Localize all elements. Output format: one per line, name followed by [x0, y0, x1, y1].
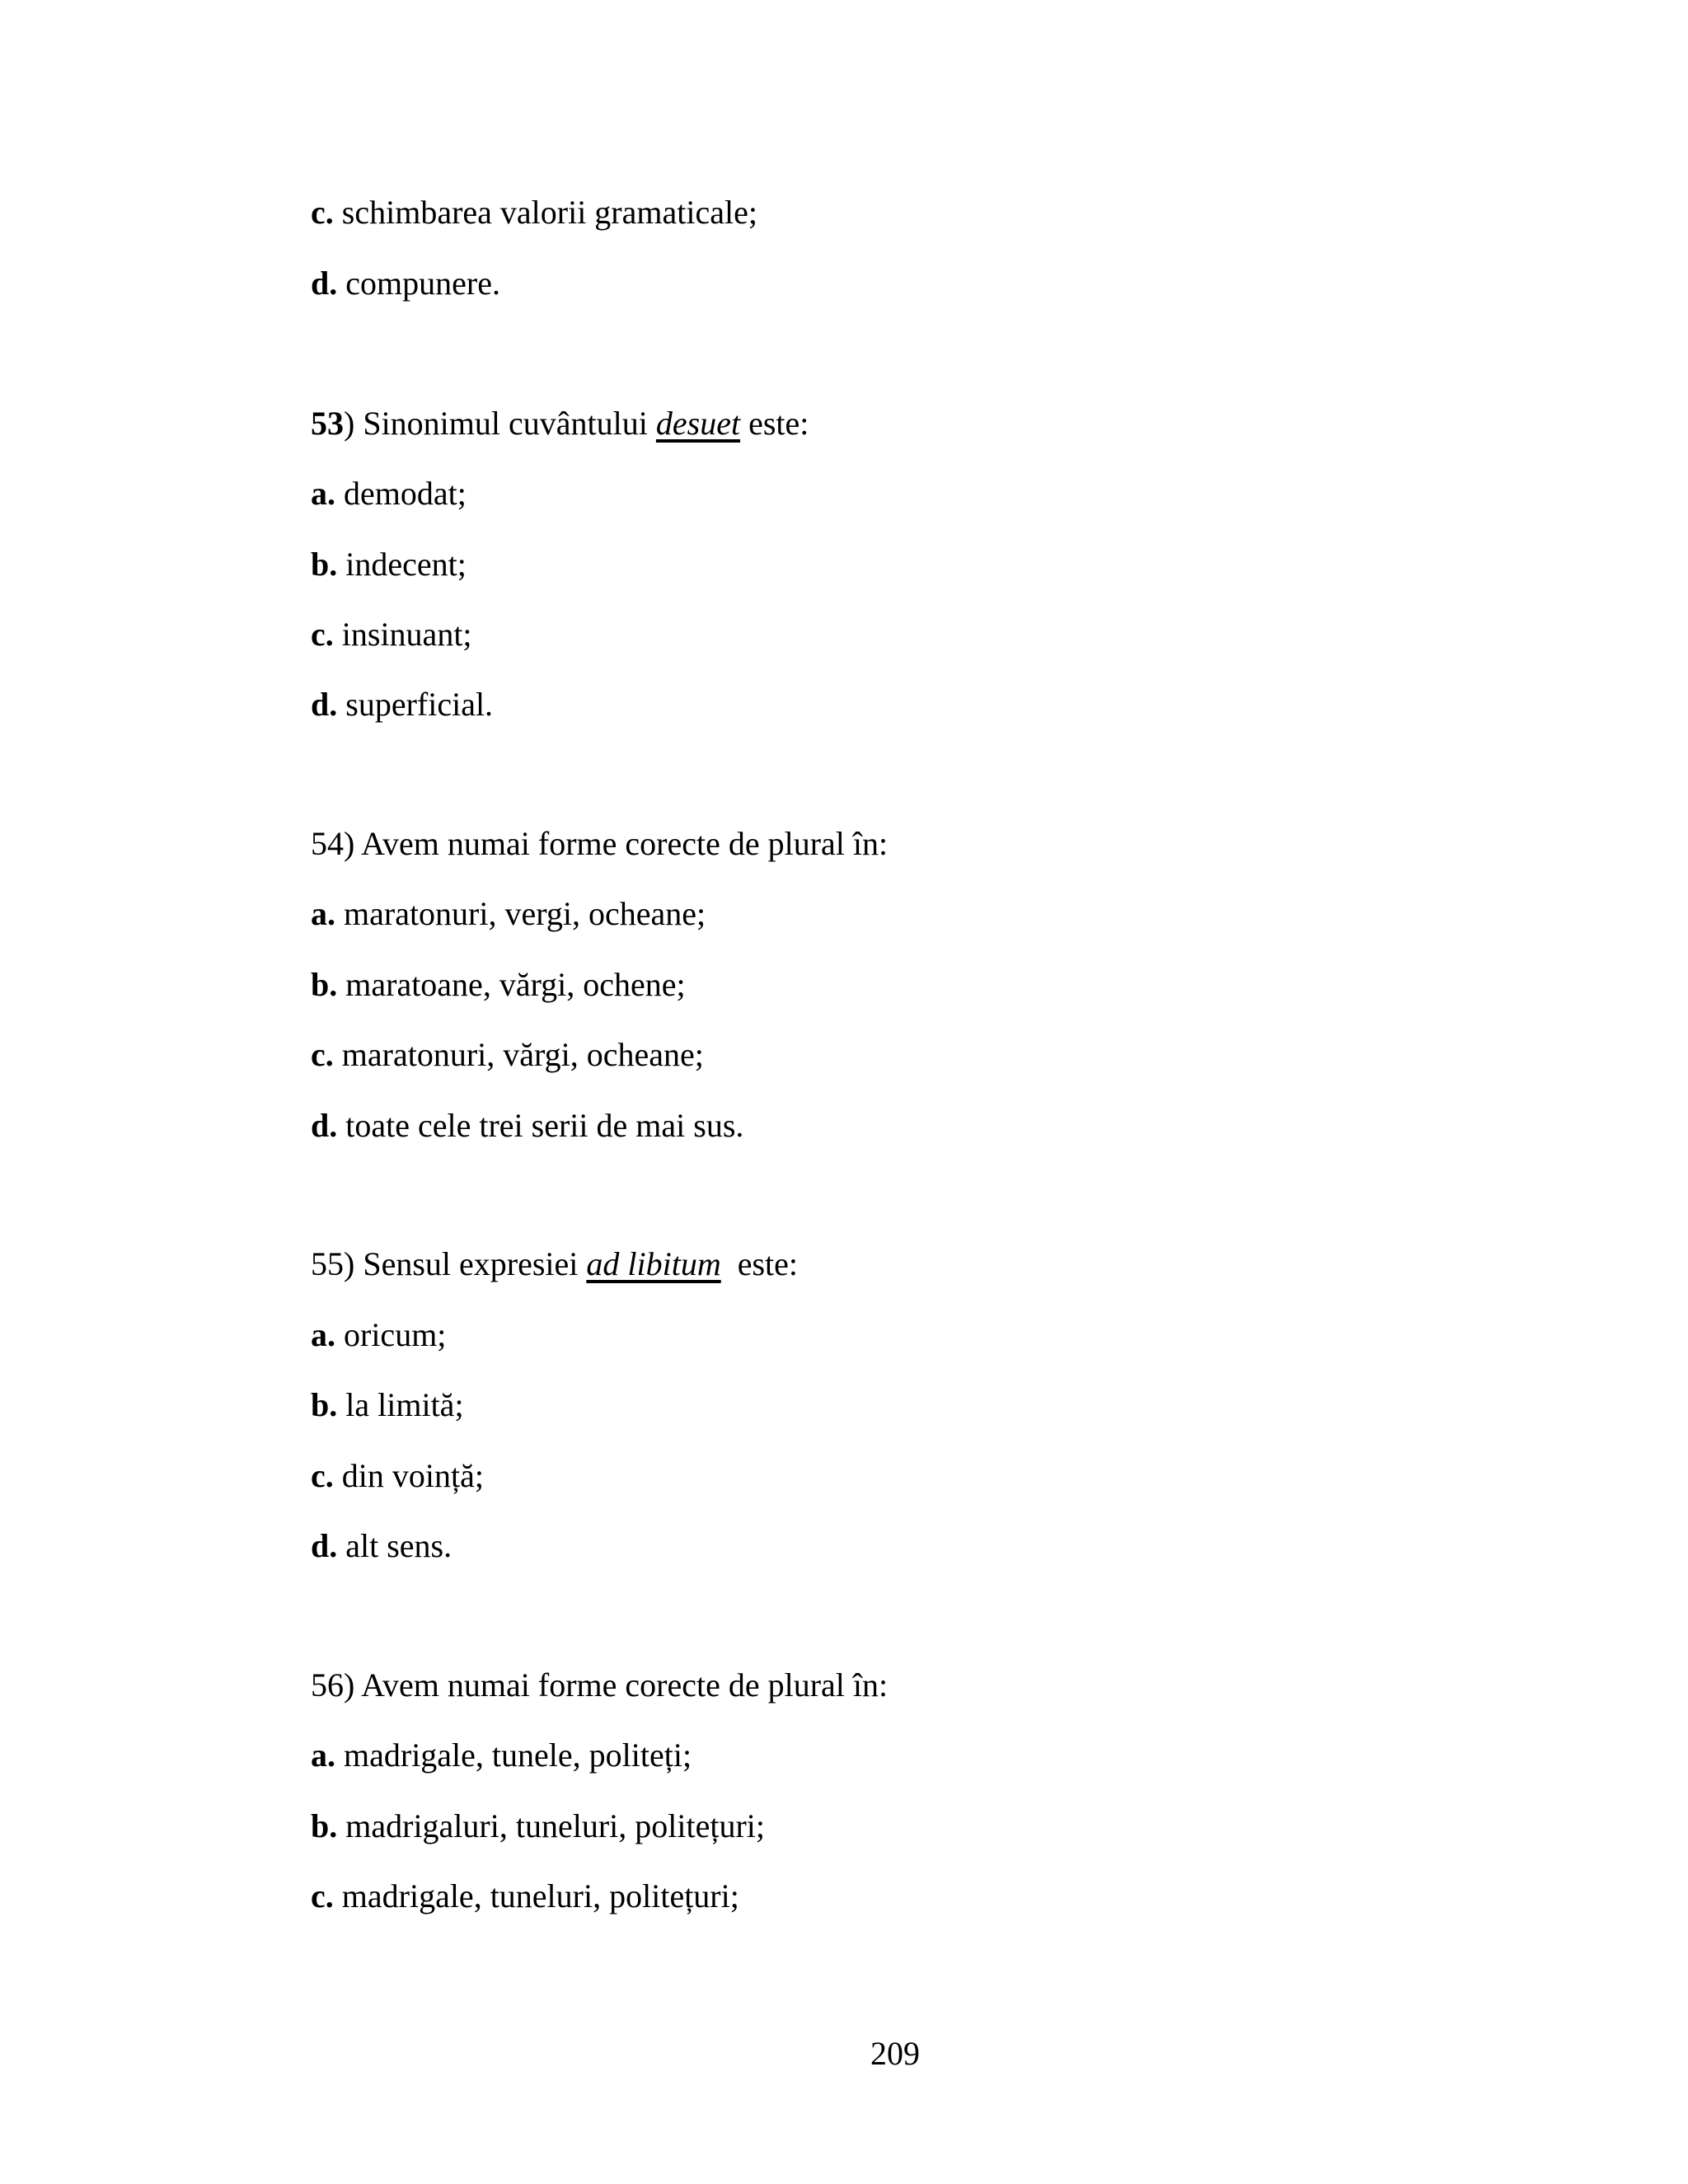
q53-prompt — [311, 402, 809, 445]
q56-prompt: 56) Avem numai forme corecte de plural în: — [311, 1666, 889, 1704]
prompt-text-end: este: — [740, 405, 809, 442]
prompt-term: ad libitum — [586, 1245, 721, 1282]
option-text: insinuant; — [333, 616, 472, 653]
option-letter: a. — [311, 1736, 335, 1774]
option-letter: c. — [311, 616, 334, 653]
option-letter: b. — [311, 966, 338, 1003]
q56-option-a — [311, 1734, 692, 1777]
q53-option-d — [311, 683, 493, 726]
option-letter: d. — [311, 265, 338, 302]
option-text: toate cele trei serii de mai sus. — [337, 1107, 744, 1144]
q55-option-d — [311, 1525, 452, 1568]
q56-option-c — [311, 1875, 739, 1918]
option-letter: d. — [311, 686, 338, 723]
option-text: madrigaluri, tuneluri, politețuri; — [337, 1807, 766, 1844]
option-text: din voință; — [333, 1457, 484, 1494]
q54-option-c — [311, 1033, 704, 1076]
option-text: schimbarea valorii gramaticale; — [333, 194, 757, 231]
option-letter: b. — [311, 1386, 338, 1423]
option-letter: c. — [311, 1457, 334, 1494]
option-letter: a. — [311, 895, 335, 932]
option-text: compunere. — [337, 265, 500, 302]
option-text: madrigale, tunele, politeți; — [335, 1736, 692, 1774]
prompt-term: desuet — [655, 405, 741, 442]
prompt-text: 55) Sensul expresiei — [311, 1245, 587, 1282]
option-letter: a. — [311, 1316, 335, 1353]
prompt-text: ) Sinonimul cuvântului — [344, 405, 656, 442]
option-text: demodat; — [335, 475, 467, 512]
q55-option-a — [311, 1314, 446, 1357]
option-letter: a. — [311, 475, 335, 512]
option-text: la limită; — [337, 1386, 464, 1423]
option-text: superficial. — [337, 686, 494, 723]
q54-option-b — [311, 963, 686, 1006]
q53-option-a — [311, 472, 467, 515]
option-letter: b. — [311, 1807, 338, 1844]
option-text: indecent; — [337, 546, 467, 583]
q54-option-d — [311, 1104, 743, 1147]
page-number: 209 — [870, 2035, 920, 2072]
q53-option-c — [311, 613, 472, 656]
option-letter: d. — [311, 1527, 338, 1564]
option-letter: c. — [311, 194, 334, 231]
option-text: oricum; — [335, 1316, 447, 1353]
option-text: maratonuri, vergi, ocheane; — [335, 895, 706, 932]
q54-prompt: 54) Avem numai forme corecte de plural în: — [311, 825, 889, 862]
prompt-text-end: este: — [720, 1245, 799, 1282]
option-letter: b. — [311, 546, 338, 583]
option-text: alt sens. — [337, 1527, 452, 1564]
q56-option-b — [311, 1805, 765, 1848]
q54-option-a — [311, 893, 706, 935]
q52-option-d — [311, 262, 500, 305]
option-text: maratoane, vărgi, ochene; — [337, 966, 686, 1003]
q52-option-c — [311, 191, 757, 234]
option-text: madrigale, tuneluri, politețuri; — [333, 1877, 739, 1915]
question-number: 53 — [311, 405, 344, 442]
q55-prompt — [311, 1243, 798, 1286]
option-letter: d. — [311, 1107, 338, 1144]
option-text: maratonuri, vărgi, ocheane; — [333, 1036, 704, 1073]
q53-option-b — [311, 543, 467, 586]
option-letter: c. — [311, 1877, 334, 1915]
q55-option-b — [311, 1384, 464, 1427]
option-letter: c. — [311, 1036, 334, 1073]
q55-option-c — [311, 1455, 484, 1497]
